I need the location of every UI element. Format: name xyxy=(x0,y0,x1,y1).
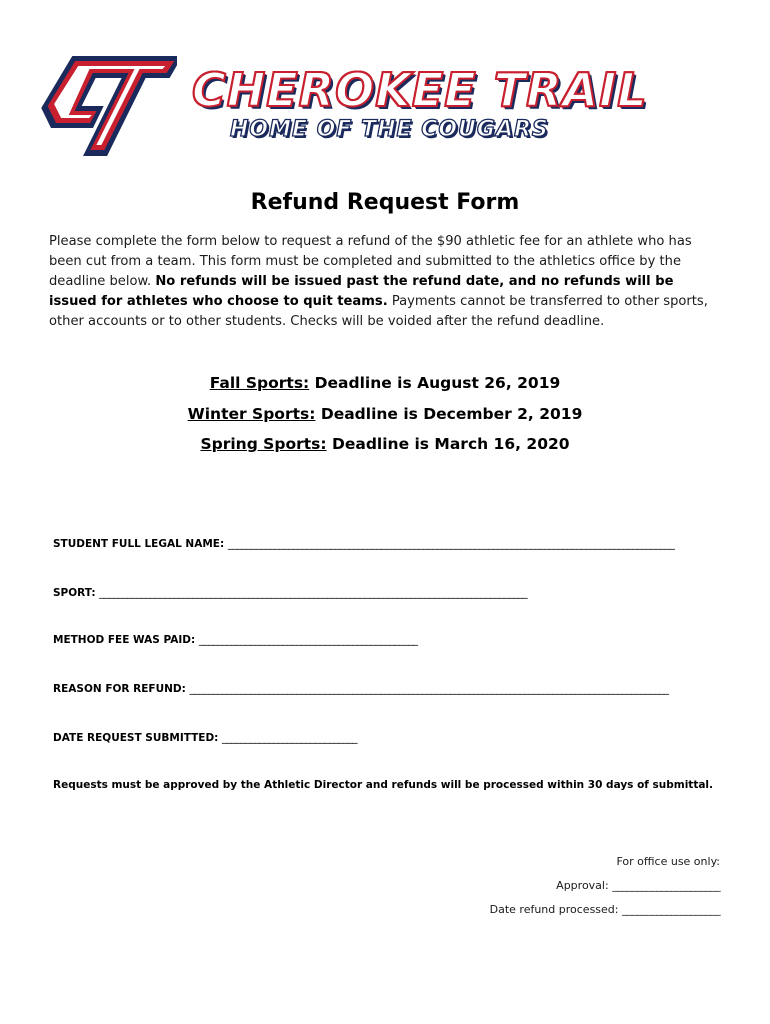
field-line[interactable]: _____________________________ xyxy=(222,732,357,744)
intro-bold-text: No refunds will be issued past the refund date, and no refunds will be issued for athletes who choose to quit teams. xyxy=(49,274,674,309)
ct-logo xyxy=(22,48,177,163)
date-processed-line[interactable]: ____________________ xyxy=(621,903,720,916)
date-request-submitted-field[interactable] xyxy=(53,732,357,744)
date-processed-label: Date refund processed: xyxy=(489,903,622,916)
office-use-section xyxy=(490,850,720,922)
date-processed-field[interactable] xyxy=(490,898,720,922)
deadline-fall xyxy=(0,368,770,399)
deadline-label: Winter Sports: xyxy=(187,404,316,423)
page-title: Refund Request Form xyxy=(250,190,520,215)
approval-note: Requests must be approved by the Athletic Director and refunds will be processed within 30 days of submittal. xyxy=(53,779,714,791)
approval-line[interactable]: ______________________ xyxy=(612,879,720,892)
deadline-label: Fall Sports: xyxy=(209,374,310,392)
field-line[interactable]: _______________________________________________________________________________________________________ xyxy=(189,683,669,695)
intro-text-2: Payments cannot be transferred to other sports, other accounts or to other students. Checks will be voided after the refund deadline. xyxy=(49,294,708,329)
deadline-text: Deadline is March 16, 2020 xyxy=(326,435,570,453)
header xyxy=(22,48,742,163)
field-line[interactable]: _______________________________________________ xyxy=(198,634,418,646)
deadline-label: Spring Sports: xyxy=(200,435,327,453)
deadlines xyxy=(0,368,770,460)
deadline-text: Deadline is December 2, 2019 xyxy=(315,404,583,423)
deadline-text: Deadline is August 26, 2019 xyxy=(309,374,561,392)
method-fee-paid-field[interactable] xyxy=(53,634,417,646)
approval-field[interactable] xyxy=(490,874,720,898)
school-tagline: HOME OF THE COUGARS xyxy=(230,117,549,142)
intro-paragraph xyxy=(49,232,709,332)
school-name: CHEROKEE TRAIL xyxy=(192,63,648,117)
field-line[interactable]: ____________________________________________________________________________________________ xyxy=(99,587,528,599)
field-label: DATE REQUEST SUBMITTED: xyxy=(53,732,223,744)
field-label: REASON FOR REFUND: xyxy=(53,683,190,695)
deadline-spring xyxy=(0,429,770,460)
intro-text-1: Please complete the form below to request a refund of the $90 athletic fee for an athlete who has been cut from a team. This form must be completed and submitted to the athletics office by the deadline below. xyxy=(49,234,692,289)
school-wordmark xyxy=(192,63,737,142)
office-use-heading: For office use only: xyxy=(616,855,720,868)
ct-monogram-icon xyxy=(22,48,177,163)
approval-label: Approval: xyxy=(556,879,613,892)
field-label: STUDENT FULL LEGAL NAME: xyxy=(53,538,228,550)
deadline-winter xyxy=(0,399,770,430)
sport-field[interactable] xyxy=(53,587,527,599)
field-line[interactable]: ________________________________________________________________________________________________ xyxy=(227,538,675,550)
field-label: METHOD FEE WAS PAID: xyxy=(53,634,199,646)
field-label: SPORT: xyxy=(53,587,100,599)
student-name-field[interactable] xyxy=(53,538,674,550)
reason-for-refund-field[interactable] xyxy=(53,683,668,695)
